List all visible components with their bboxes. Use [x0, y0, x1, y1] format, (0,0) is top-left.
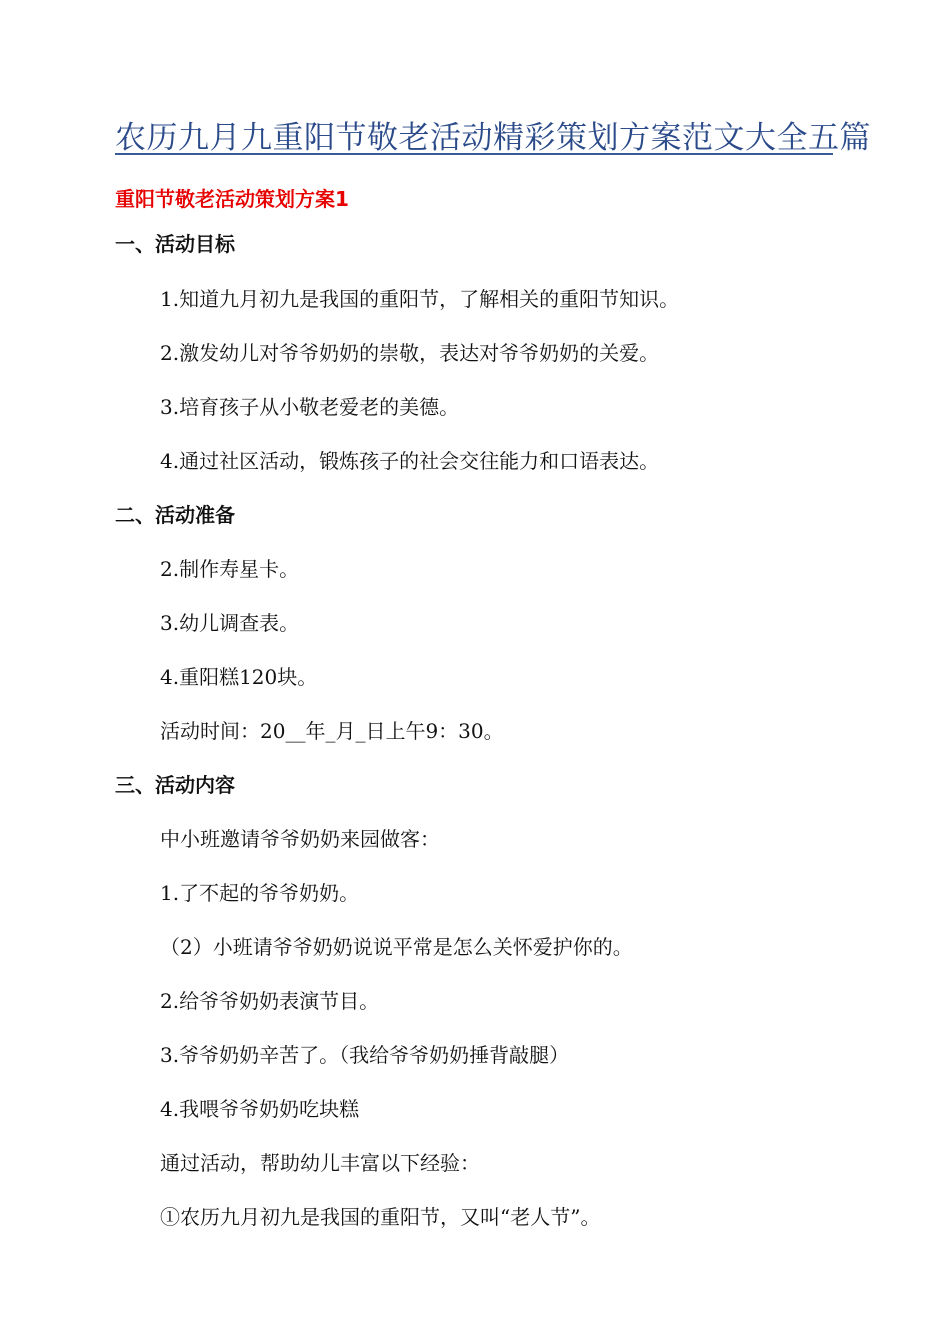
prep-item-2: 2.制作寿星卡。	[160, 557, 300, 581]
section-heading-preparation: 二、活动准备	[115, 503, 235, 527]
content-item-1: 1.了不起的爷爷奶奶。	[160, 881, 360, 905]
section-heading-content: 三、活动内容	[115, 773, 235, 797]
content-intro: 中小班邀请爷爷奶奶来园做客：	[160, 827, 440, 851]
content-item-4: 4.我喂爷爷奶奶吃块糕	[160, 1097, 360, 1121]
content-subitem-2: （2）小班请爷爷奶奶说说平常是怎么关怀爱护你的。	[160, 935, 633, 959]
content-item-3: 3.爷爷奶奶辛苦了。（我给爷爷奶奶捶背敲腿）	[160, 1043, 570, 1067]
experience-intro: 通过活动，帮助幼儿丰富以下经验：	[160, 1151, 480, 1175]
plan-subtitle: 重阳节敬老活动策划方案1	[115, 187, 349, 211]
title-underline	[115, 153, 833, 155]
activity-time: 活动时间：20__年_月_日上午9：30。	[160, 719, 504, 743]
goal-item-3: 3.培育孩子从小敬老爱老的美德。	[160, 395, 460, 419]
prep-item-4: 4.重阳糕120块。	[160, 665, 318, 689]
content-item-2: 2.给爷爷奶奶表演节目。	[160, 989, 380, 1013]
goal-item-2: 2.激发幼儿对爷爷奶奶的崇敬，表达对爷爷奶奶的关爱。	[160, 341, 660, 365]
experience-item-1: ①农历九月初九是我国的重阳节，又叫“老人节”。	[160, 1205, 601, 1229]
section-heading-goals: 一、活动目标	[115, 232, 235, 256]
document-title: 农历九月九重阳节敬老活动精彩策划方案范文大全五篇	[115, 120, 871, 156]
goal-item-4: 4.通过社区活动，锻炼孩子的社会交往能力和口语表达。	[160, 449, 660, 473]
goal-item-1: 1.知道九月初九是我国的重阳节，了解相关的重阳节知识。	[160, 287, 680, 311]
prep-item-3: 3.幼儿调查表。	[160, 611, 300, 635]
